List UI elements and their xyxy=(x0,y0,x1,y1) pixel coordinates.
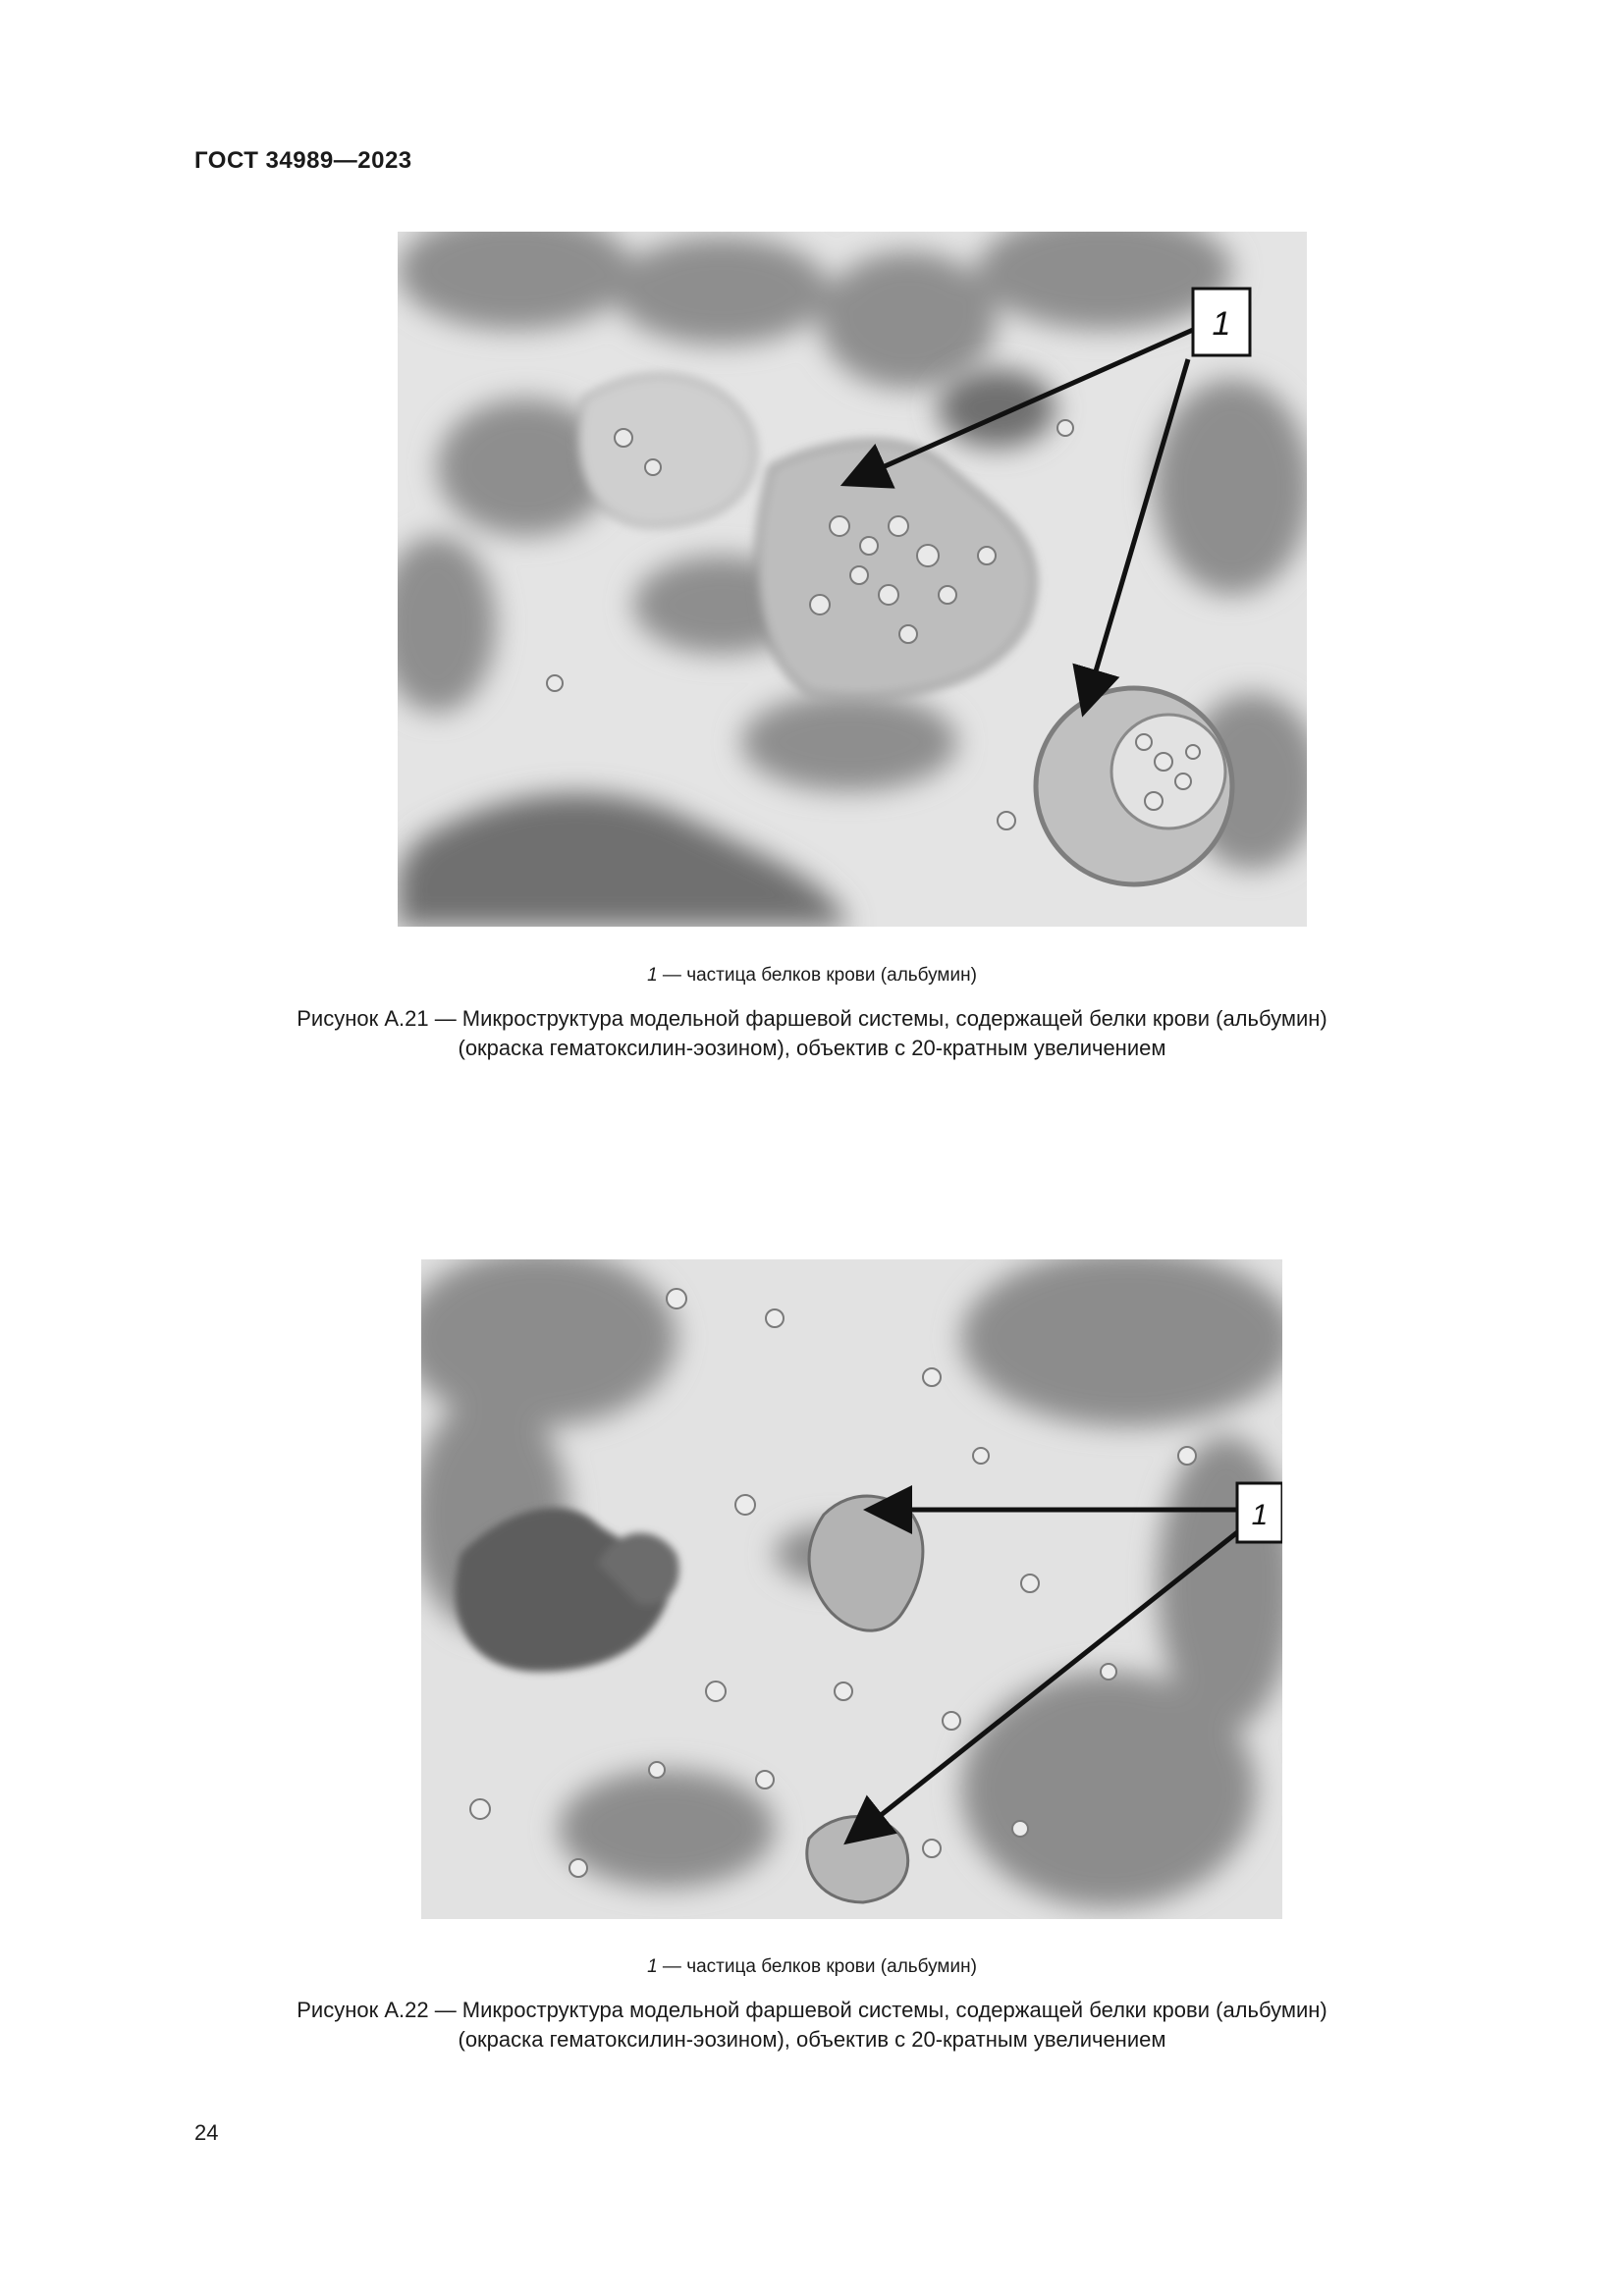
caption-line-1: Рисунок А.21 — Микроструктура модельной фаршевой системы, содержащей белки крови (альбумин) xyxy=(297,1006,1327,1031)
caption-line-2: (окраска гематоксилин-эозином), объектив с 20-кратным увеличением xyxy=(458,2027,1166,2052)
micrograph-figure-a21 xyxy=(398,232,1307,927)
micrograph-figure-a22 xyxy=(421,1259,1282,1919)
page-number: 24 xyxy=(194,2120,219,2145)
caption-line-1: Рисунок А.22 — Микроструктура модельной фаршевой системы, содержащей белки крови (альбумин) xyxy=(297,1998,1327,2022)
legend-text: — частица белков крови (альбумин) xyxy=(657,1956,977,1977)
caption-line-2: (окраска гематоксилин-эозином), объектив с 20-кратным увеличением xyxy=(458,1036,1166,1060)
figure-caption-a21 xyxy=(0,1004,1624,1063)
figure-legend-a22 xyxy=(0,1956,1624,1978)
figure-caption-a22 xyxy=(0,1996,1624,2055)
micrograph-image xyxy=(421,1259,1282,1919)
legend-number: 1 xyxy=(647,1956,658,1977)
document-header: ГОСТ 34989—2023 xyxy=(194,147,412,174)
micrograph-image xyxy=(398,232,1307,927)
callout-label: 1 xyxy=(1251,1499,1269,1531)
callout-label: 1 xyxy=(1212,305,1231,343)
legend-number: 1 xyxy=(647,965,658,986)
figure-legend-a21 xyxy=(0,965,1624,987)
legend-text: — частица белков крови (альбумин) xyxy=(657,965,977,986)
